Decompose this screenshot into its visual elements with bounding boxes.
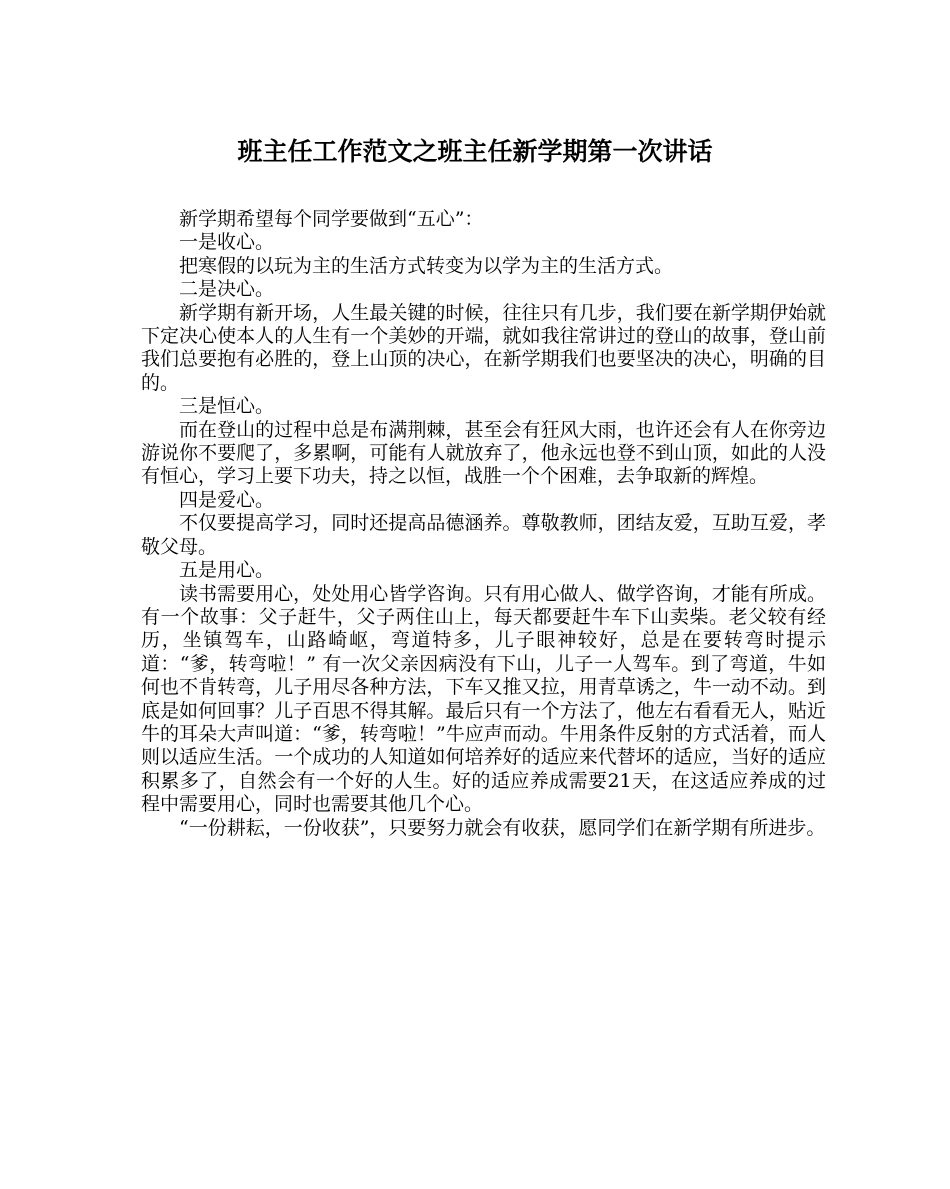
heading-yongxin: 五是用心。 xyxy=(179,559,275,582)
heading-hengxin: 三是恒心。 xyxy=(179,395,275,418)
heading-aixin: 四是爱心。 xyxy=(179,488,275,511)
heading-juexin: 二是决心。 xyxy=(179,278,275,301)
paragraph-closing: “一份耕耘，一份收获”，只要努力就会有收获，愿同学们在新学期有所进步。 xyxy=(179,816,826,839)
paragraph-juexin: 新学期有新开场，人生最关键的时候，往往只有几步，我们要在新学期伊始就下定决心使本人的人生有一个美妙的开端，就如我往常讲过的登山的故事，登山前我们总要抱有必胜的，登上山顶的决心，在新学期我们也要坚决的决心，明确的目的。 xyxy=(141,301,826,394)
document-body xyxy=(141,208,826,840)
paragraph-hengxin: 而在登山的过程中总是布满荆棘，甚至会有狂风大雨，也许还会有人在你旁边游说你不要爬了，多累啊，可能有人就放弃了，他永远也登不到山顶，如此的人没有恒心，学习上要下功夫，持之以恒，战胜一个个困难，去争取新的辉煌。 xyxy=(141,418,826,488)
paragraph-aixin: 不仅要提高学习，同时还提高品德涵养。尊敬教师，团结友爱，互助互爱，孝敬父母。 xyxy=(141,512,826,558)
paragraph-intro: 新学期希望每个同学要做到“五心”： xyxy=(179,208,484,230)
paragraph-shouxin: 把寒假的以玩为主的生活方式转变为以学为主的生活方式。 xyxy=(179,254,674,277)
document-title: 班主任工作范文之班主任新学期第一次讲话 xyxy=(237,137,713,166)
paragraph-yongxin: 读书需要用心，处处用心皆学咨询。只有用心做人、做学咨询，才能有所成。有一个故事：父子赶牛，父子两住山上，每天都要赶牛车下山卖柴。老父较有经历，坐镇驾车，山路崎岖，弯道特多，儿子眼神较好，总是在要转弯时提示道：“爹，转弯啦！” 有一次父亲因病没有下山，儿子一人驾车。到了弯道，牛如何也不肯转弯，儿子用尽各种方法，下车又推又拉，用青草诱之，牛一动不动。到底是如何回事？儿子百思不得其解。最后只有一个方法了，他左右看看无人，贴近牛的耳朵大声叫道：“爹，转弯啦！”牛应声而动。牛用条件反射的方式活着，而人则以适应生活。一个成功的人知道如何培养好的适应来代替坏的适应，当好的适应积累多了，自然会有一个好的人生。好的适应养成需要21天，在这适应养成的过程中需要用心，同时也需要其他几个心。 xyxy=(141,582,826,816)
heading-shouxin: 一是收心。 xyxy=(179,231,275,254)
